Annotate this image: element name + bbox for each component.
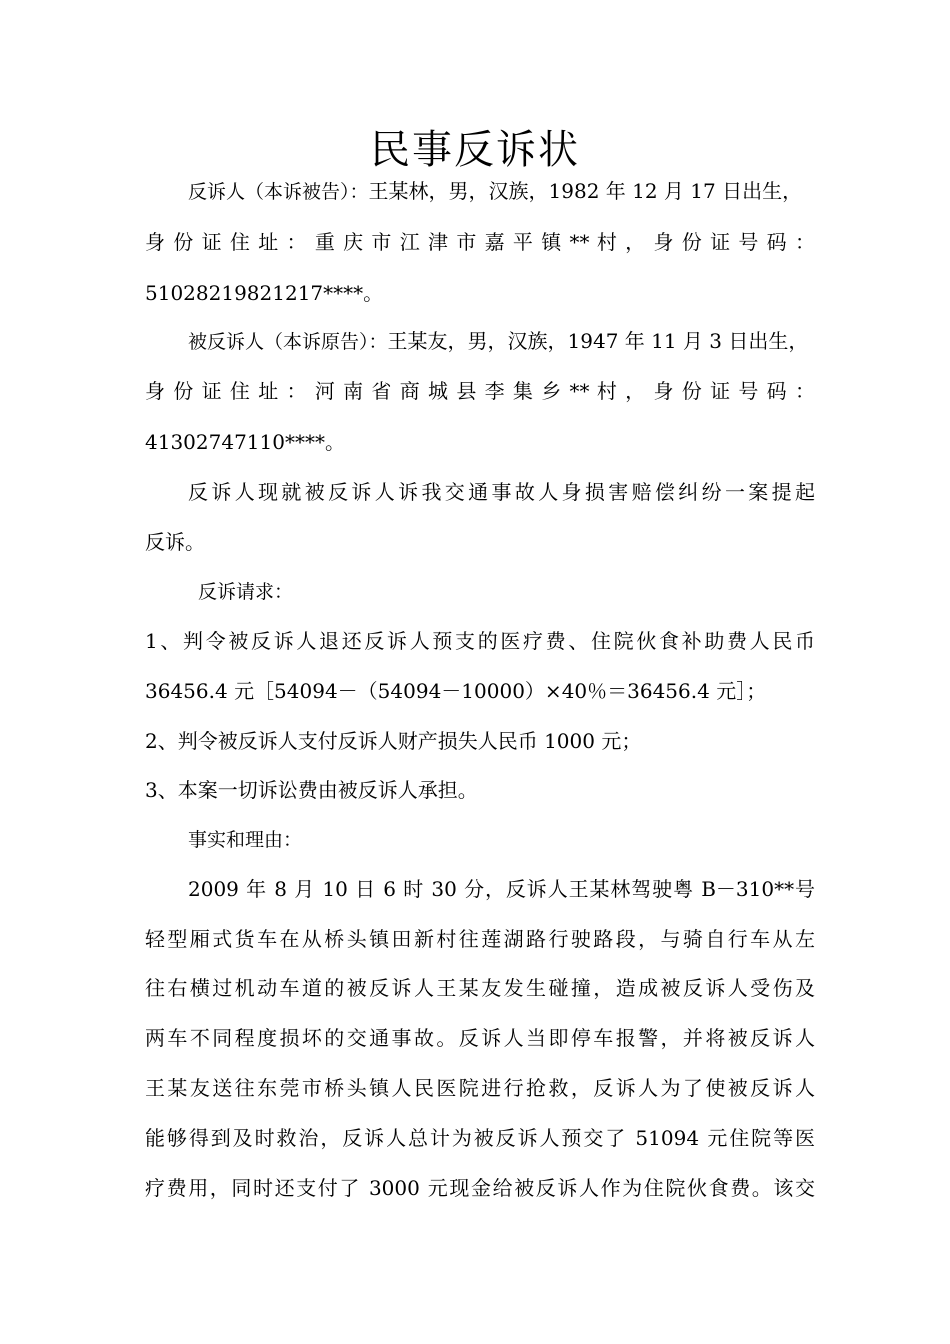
intro-line2: 反诉。 (145, 530, 205, 554)
counter-defendant-line2: 身 份 证 住 址 ： 河 南 省 商 城 县 李 集 乡 ** 村 ， 身 份 证 号 码 ： (145, 379, 815, 403)
counter-plaintiff-line3: 51028219821217****。 (145, 281, 384, 305)
counter-defendant-line1 (188, 327, 815, 356)
counter-defendant-info: 王某友，男，汉族，1947 年 11 月 3 日出生， (387, 329, 809, 353)
facts-line: 往右横过机动车道的被反诉人王某友发生碰撞，造成被反诉人受伤及 (145, 976, 815, 1000)
counter-defendant-label: 被反诉人（本诉原告）： (188, 331, 388, 353)
counter-plaintiff-label: 反诉人（本诉被告）： (188, 181, 369, 203)
facts-line: 2009 年 8 月 10 日 6 时 30 分，反诉人王某林驾驶粤 B－310**号 (188, 877, 815, 901)
facts-line: 王某友送往东莞市桥头镇人民医院进行抢救，反诉人为了使被反诉人 (145, 1076, 815, 1100)
counter-plaintiff-line1 (188, 177, 815, 206)
counter-plaintiff-info: 王某林，男，汉族，1982 年 12 月 17 日出生， (368, 179, 803, 203)
claim-item1-line1: 1、判令被反诉人退还反诉人预支的医疗费、住院伙食补助费人民币 (145, 629, 815, 653)
claim-item3: 3、本案一切诉讼费由被反诉人承担。 (145, 778, 478, 802)
claim-item1-line2: 36456.4 元［54094－（54094－10000）×40％＝36456.4 元］； (145, 679, 767, 703)
facts-line: 能够得到及时救治，反诉人总计为被反诉人预交了 51094 元住院等医 (145, 1126, 815, 1150)
counter-defendant-line3: 41302747110****。 (145, 430, 345, 454)
facts-heading: 事实和理由： (188, 829, 303, 851)
claims-heading: 反诉请求： (198, 581, 294, 603)
facts-line: 疗费用，同时还支付了 3000 元现金给被反诉人作为住院伙食费。该交 (145, 1176, 815, 1200)
claim-item2: 2、判令被反诉人支付反诉人财产损失人民币 1000 元； (145, 729, 642, 753)
intro-line1: 反诉人现就被反诉人诉我交通事故人身损害赔偿纠纷一案提起 (188, 480, 815, 504)
facts-line: 两车不同程度损坏的交通事故。反诉人当即停车报警，并将被反诉人 (145, 1026, 815, 1050)
facts-line: 轻型厢式货车在从桥头镇田新村往莲湖路行驶路段，与骑自行车从左 (145, 927, 815, 951)
document-title: 民事反诉状 (370, 127, 580, 173)
counter-plaintiff-line2: 身 份 证 住 址 ： 重 庆 市 江 津 市 嘉 平 镇 ** 村 ， 身 份 证 号 码 ： (145, 230, 815, 254)
